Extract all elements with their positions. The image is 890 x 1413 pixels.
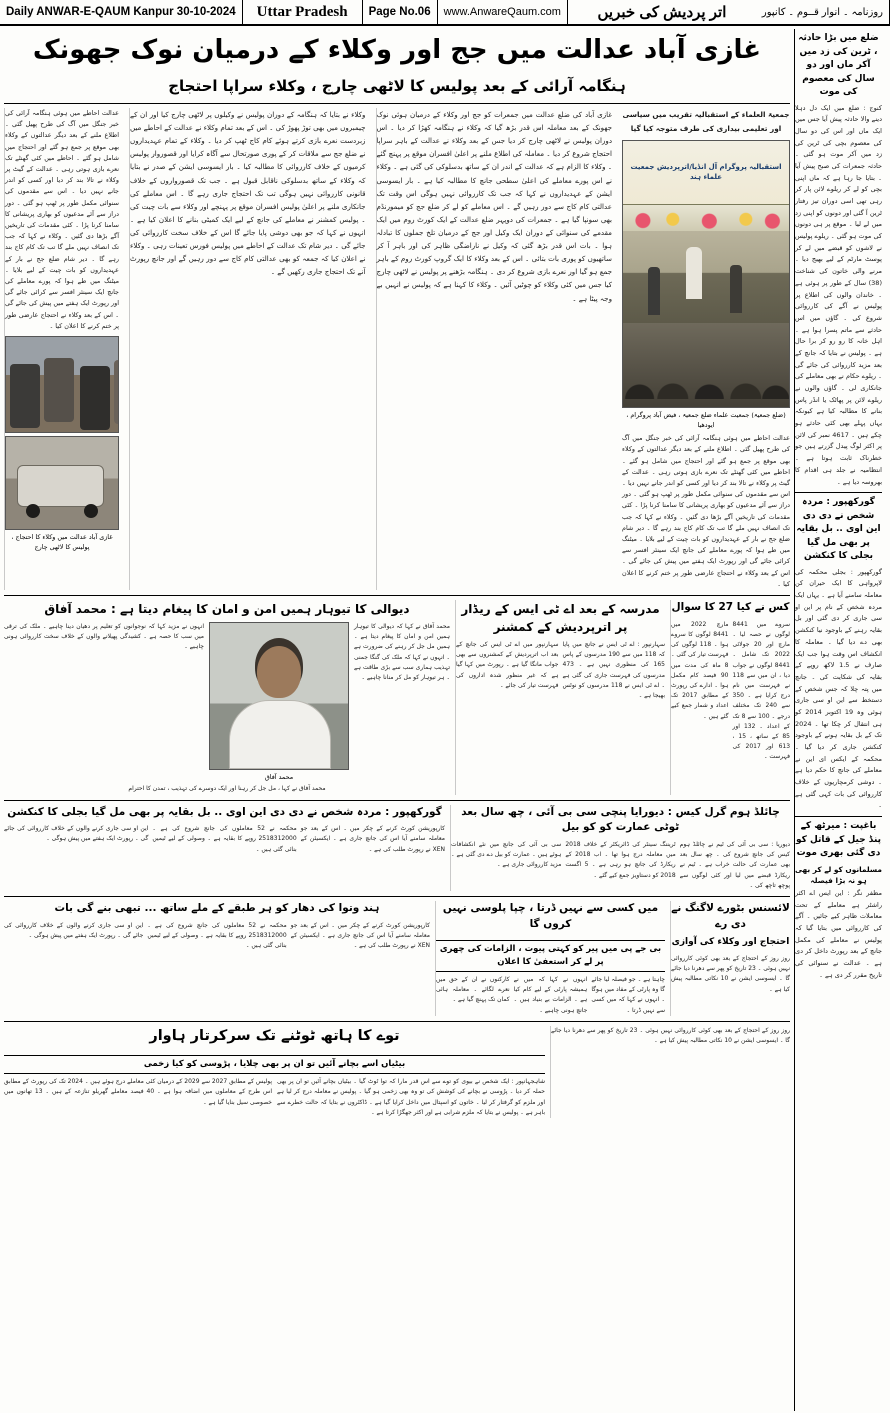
section-hindutva-headline: ہند وتوا کی دھار کو ہر طبقے کے ملے ساتھ ... تبھی بنے گی بات [54,901,380,914]
lead-photo-column [622,108,790,590]
section-graffiti-body-3: کارکنوں نے ان کے حق میں نعرے لگائے ۔ معاملہ ہائی کمان تک پہنچ گیا ہے ۔ [435,975,510,1004]
section-tawa-subheadline: بیٹیاں اسے بچانے آئیں تو ان پر بھی چلایا ، پڑوسی کو کیا زخمی [4,1055,545,1074]
section-bijli-block [4,805,445,891]
lead-photo-1 [622,140,790,408]
masthead-urdu-title: اتر پردیش کی خبریں [597,4,727,21]
section-27-body-2: مارچ 2022 میں 8441 لوگوں کا سروے ہوا ۔ 118 لوگوں کی فہرست تیار کی گئی ۔ 8 ماہ کی مدت میں 90 فیصد کام مکمل ہوا ۔ ادارے کی رپورٹ کے مطابق 2017 تک اعداد و شمار جمع کیے گئے ہیں ۔ [671,620,729,720]
lead-body-3: عدالت احاطے میں ہوئی ہنگامہ آرائی کی خبر جنگل میں آگ کی طرح پھیل گئی ۔ اطلاع ملنے کے بعد دیگر عدالتوں کے وکلاء بھی موقع پر جمع ہو گئے اور احتجاج میں شامل ہو گئے ۔ احاطے میں کئی گھنٹے تک نعرے بازی ہوتی رہی ۔ عدالت کے گیٹ پر وکلاء نے تالا بند کر دیا اور کسی کو اندر جانے نہیں دیا ۔ اس سے مقدموں کی سنوائی مکمل طور پر ٹھپ ہو گئی ۔ دور دراز سے آئے مدعیوں کو بھاری پریشانی کا سامنا کرنا پڑا ۔ کئی مقدمات کی تاریخیں آگے بڑھا دی گئیں ۔ وکلاء نے کہا کہ جب تک انصاف نہیں ملے گا تب تک کام کاج بند رہے گا ۔ دیر شام ضلع جج نے بار کے عہدیداروں کو بات چیت کے لیے بلایا ۔ میٹنگ میں طے ہوا کہ پورے معاملے کی جانچ ایک سینئر افسر سے کرائی جائے گی اور رپورٹ ایک ہفتے میں پیش کی جائے گی ۔ اس کے بعد وکلاء نے احتجاج عارضی طور پر ختم کرنے کا اعلان کیا ۔ [5,109,119,330]
row-1-columns [4,600,790,794]
section-diwali-photo-col [209,622,349,782]
section-tawa-block [4,1026,545,1118]
flower-decoration [623,205,789,231]
section-27-body-1: سروے میں 8441 لوگوں نے حصہ لیا ۔ مارچ اور 20 جولائی 2022 تک شامل ۔ 8441 لوگوں نے جواب دیا ، ان میں سے 118 نے فہرست میں نام درج کرایا ہے ۔ 350 سے 240 تک مختلف درجے ۔ 100 سے 8 تک کے اعداد ۔ 132 اور 85 کے ساتھ ، 15 ، 613 اور 2017 کی فہرست ۔ [732,620,791,761]
section-hindutva-body-1: کارپوریشن کورٹ کرنے کے چکر میں ۔ اس کے بعد جو معاملہ سامنے آیا اس کی جانچ جاری ہے ۔ ایکسیئن کے XEN نے رپورٹ طلب کی ہے ۔ [290,921,430,950]
photo-banner-text: استقبالیہ پروگرام آل انڈیا/اترپردیش جمعیت علماء ہند [623,141,789,205]
section-graffiti-headline: میں کسی سے نہیں ڈرتا ، چپا پلوسی نہیں کروں گا [442,901,659,930]
section-child-headline: چائلڈ ہوم گرل کیس : دیورایا پنچی سی بی آئی ، چھ سال بعد ٹوٹی عمارت کو کو بیل [461,805,780,834]
rail-body: کنوج : ضلع میں ایک دل دہلا دینے والا حادثہ پیش آیا جس میں ایک ماں اور اس کی دو سال کی معصوم بچی کی ٹرین کی زد میں آکر موت ہو گئی ۔ حادثہ جمعرات کی صبح پیش آیا ۔ بتایا جا رہا ہے کہ ماں اپنی بچی کو لے کر ریلوے لائن پار کر رہی تھی اسی دوران تیز رفتار ٹرین آ گئی اور دونوں کو اپنی زد میں لے لیا ۔ موقع پر ہی دونوں کی موت ہو گئی ۔ ریلوے پولیس نے لاشوں کو قبضے میں لے کر پوسٹ مارٹم کے لیے بھیج دیا ۔ مرنے والی خاتون کی شناخت (38) سال کے طور پر ہوئی ہے ۔ خاندان والوں کی اطلاع پر پولیس نے آگے کی کارروائی شروع کی ۔ گاؤں میں اس حادثے سے ماتم پسرا ہوا ہے ۔ اہل خانہ کا رو رو کر برا حال ہے ۔ پولیس نے بتایا کہ جانچ کے بعد مزید کارروائی کی جائے گی ۔ ریلوے حکام نے بھی معاملے کی جانکاری لی ۔ گاؤں والوں نے ریلوے لائن پر پھاٹک یا انڈر پاس بنانے کا مطالبہ کیا ہے کیونکہ یہاں پہلے بھی کئی حادثے ہو چکے ہیں ۔ 4617 نمبر کی لائن پر اکثر لوگ پیدل گزرتے ہیں جو خطرناک ثابت ہوتا ہے ۔ انتظامیہ نے جلد ہی اقدام کا بھروسہ دیا ہے ۔ [795,103,882,486]
section-diwali-body-2: انہوں نے مزید کہا کہ نوجوانوں کو تعلیم پر دھیان دینا چاہیے ۔ ملک کی ترقی میں سب کا حصہ ہے ۔ کشیدگی پھیلانے والوں کے خلاف سخت کارروائی ہونی چاہیے ۔ [4,623,204,651]
section-child-body-1: دیوریا : سی بی آئی کی ٹیم نے چائلڈ ہوم کیس کی جانچ شروع کی ۔ چھ سال بعد بھی عمارت کی حالت خراب ہے ۔ ٹیم نے ریکارڈ قبضے میں لیا اور کئی لوگوں سے پوچھ تاچھ کی ۔ [679,841,790,889]
section-child-body-2: ٹریننگ سینٹر کی ڈائریکٹر کے خلاف 2018 میں معاملہ درج ہوا تھا ۔ اب 2018 کے ریکارڈ کی جانچ ہو رہی ہے ۔ 5 اگست 2018 کو دستاویز جمع کیے گئے ۔ [565,841,676,879]
section-graffiti-block [435,901,665,1016]
lead-text-column-2 [129,108,371,590]
lead-body-2: وکلاء نے بتایا کہ ہنگامہ کے دوران پولیس نے وکیلوں پر لاٹھی چارج کیا اور ان کے چیمبروں میں بھی توڑ پھوڑ کی ۔ اس کے بعد تمام وکلاء نے عدالت کے احاطے میں زبردست نعرے بازی کرتے ہوئے کام کاج ٹھپ کر دیا ۔ وکلاء کے تمام عہدیداروں نے ضلع جج سے ملاقات کر کے پوری صورتحال سے آگاہ کرایا اور قصوروار پولیس کرمیوں کے خلاف کارروائی کا مطالبہ کیا ۔ بار ایسوسی ایشن کے صدر نے بتایا کہ وکلاء کے ساتھ بدسلوکی ناقابل قبول ہے ۔ جب تک قصورواروں کے خلاف قانونی کارروائی نہیں ہوگی تب تک احتجاج جاری رہے گا ۔ اس معاملے کی جانکاری ملنے پر اعلیٰ پولیس افسران موقع پر پہنچے اور وکلاء سے بات چیت کی ۔ پولیس کمشنر نے معاملے کی جانچ کے لیے ایک کمیٹی بنانے کا اعلان کیا ہے ۔ انہوں نے کہا کہ جو بھی دوشی پایا جائے گا اس کے خلاف سخت کارروائی کی جائے گی ۔ دیر شام تک عدالت کے احاطے میں پولیس فورس تعینات رہی ۔ وکلاء نے اعلان کیا کہ جمعہ کو بھی عدالتی کام کاج سے دور رہیں گے اور جانچ رپورٹ آنے تک احتجاج جاری رکھیں گے ۔ [130,110,366,277]
right-rail [794,29,886,1411]
section-madrasa-body-2: سہارنپور میں اے ٹی ایس کی جانچ کے بعد اب اترپردیش کے کمشنروں سے بھی جواب مانگا گیا ہے ۔ رپورٹ میں کہا گیا ہے کہ غیر منظور شدہ اداروں کی فہرست تیار کی جائے ۔ [456,641,559,689]
page-body [0,26,890,1411]
section-diwali-headline: دیوالی کا تیوہار ہمیں امن و امان کا پیغام دیتا ہے : محمد آفاق [44,602,410,617]
section-bijli-body-3: این او سی جاری کرنے والوں کے خلاف کارروائی کی جائے گی ۔ رپورٹ ایک ہفتے میں پیش ہوگی ۔ [4,825,149,843]
section-madrasa-headline: مدرسہ کے بعد اے ٹی ایس کے ریڈار پر اترپردیش کے کمشنر [461,602,660,635]
section-bijli-body-2: محکمہ نے 52 معاملوں کی جانچ شروع کی ہے ۔ 2518312000 روپے کا بقایہ ہے ۔ وصولی کے لیے ٹیمیں بنائی گئی ہیں ۔ [152,825,297,853]
lead-columns [4,108,790,590]
section-hindutva-body-2: محکمہ نے 52 معاملوں کی جانچ شروع کی ہے ۔ 2518312000 روپے کا بقایہ ہے ۔ وصولی کے لیے ٹیمیں بنائی گئی ہیں ۔ [147,921,287,950]
main-content [4,29,790,1411]
section-bijli-body-1: کارپوریشن کورٹ کرنے کے چکر میں ۔ اس کے بعد جو معاملہ سامنے آیا اس کی جانچ جاری ہے ۔ ایکسیئن کے XEN نے رپورٹ طلب کی ہے ۔ [300,825,445,853]
section-diwali-caption: محمد آفاق نے کہا ، مل جل کر رہنا اور ایک دوسرے کی تہذیب ، تمدن کا احترام [128,785,326,793]
lead-text-column-3 [4,108,124,590]
row-2-columns [4,805,790,891]
section-diwali-text-col-2 [4,622,204,782]
masthead-state: Uttar Pradesh [243,0,363,24]
rail-headline: ضلع میں بڑا حادثہ ، ٹرین کی زد میں آکر ماں اور دو سال کی معصوم کی موت [798,33,879,97]
speaker-photo [209,622,349,770]
masthead-urdu-subtitle: روزنامہ ۔ انوار قــوم ۔ کانپور [756,0,890,24]
rail-item [795,493,882,817]
section-license-extra-body: روز روز کے احتجاج کے بعد بھی کوئی کارروائی نہیں ہوئی ۔ 23 تاریخ کو پھر سے دھرنا دیا جائے گا ۔ ایسوسی ایشن نے 10 نکاتی مطالبہ پیش کیا ہے ۔ [551,1026,790,1044]
section-bijli-headline: گورکھپور : مردہ شخص نے دی دی این اوی .. بل بقایہ پر بھی مل گیا بجلی کا کنکشن [7,805,442,818]
section-row-3 [4,896,790,1016]
section-row-1 [4,595,790,794]
lead-photo-1-caption: (ضلع جمعیۃ) جمعیت علماء ضلع جمعیۃ ، فیض آباد پروگرام ، ایودھیا [626,410,786,429]
section-license-subheadline: احتجاج اور وکلاء کی آوازی [671,937,790,948]
audience-area [623,323,789,407]
rail-subheadline: مسلمانوں کو لے کر بھی ہو نہ بڑا فیصلہ [795,864,882,885]
lead-subheadline: ہنگامہ آرائی کے بعد پولیس کا لاٹھی چارج ، وکلاء سراپا احتجاج [4,70,790,104]
lead-text-column-1 [376,108,618,590]
rail-headline: باغپت : میرٹھ کے پنڈ جیل کے قاتل کو دی گئی بھری موت [795,821,882,859]
section-license-extra [550,1026,790,1118]
lead-story [4,29,790,590]
lead-photo-3 [5,436,119,530]
section-child-block [450,805,790,891]
section-row-4 [4,1021,790,1118]
rail-body: گورکھپور : بجلی محکمہ کی لاپرواہی کا ایک حیران کن معاملہ سامنے آیا ہے ۔ یہاں ایک مردہ شخص کے نام پر این او سی جاری کر دی گئی اور بل بقایہ رہنے کے باوجود نیا کنکشن بھی دے دیا گیا ۔ معاملہ کا انکشاف اس وقت ہوا جب ایک صارف نے 1.5 لاکھ روپے کے بقایہ کی شکایت کی ۔ جانچ میں پتہ چلا کہ جس شخص کے دستخط سے این او سی جاری ہوئی وہ 19 اکتوبر 2014 کو ہی انتقال کر چکا تھا ۔ 2024 تک کے بل بقایہ ہونے کے باوجود کنکشن جاری کر دیا گیا ۔ محکمہ کے ایکس ای این نے معاملے کی جانچ کا حکم دیا ہے ۔ دوشی کرمچاریوں کے خلاف کارروائی کی بات کہی گئی ہے ۔ [795,567,882,810]
vehicle-scene [6,437,118,529]
rail-item [795,29,882,493]
section-graffiti-subheadline: بی جے پی میں پیر کو کہتی پیوت ، الزامات کی چھری پر لے کر استعفیٰ کا اعلان [436,940,665,972]
section-license-headline: لائسنس بٹورے لاگنگ نے دی رے [671,901,790,930]
section-tawa-body-2: پولیس کے مطابق 2027 سے 2029 کے درمیان کئی معاملے درج ہوئے ہیں ۔ 2024 تک کی رپورٹ کے مطابق اس طرح کے معاملوں میں اضافہ ہوا ہے ۔ 40 فیصد معاملے گھریلو تنازعہ کے ہیں ۔ 13 تھانوں میں خصوصی سیل بنایا گیا ہے ۔ [4,1078,273,1106]
masthead-page-number: Page No.06 [363,0,438,24]
section-27-block [670,600,790,794]
section-diwali-text-col [354,622,450,782]
speaker-portrait [210,623,348,769]
section-graffiti-body-2: انہوں نے کہا کہ میں نے ہمیشہ پارٹی کے لیے کام کیا ہے ۔ الزامات بے بنیاد ہیں ۔ جانچ ہونی چاہیے ۔ [513,975,588,1014]
masthead-date: Daily ANWAR-E-QAUM Kanpur 30-10-2024 [0,0,243,24]
lead-photo-2-caption: غازی آباد عدالت میں وکلاء کا احتجاج ، پولیس کا لاٹھی چارج [11,533,113,552]
section-tawa-body-1: شاہجہانپور : ایک شخص نے بیوی کو توے سے اس قدر مارا کہ توا ٹوٹ گیا ۔ بیٹیاں بچانے آئیں تو ان پر بھی حملہ کر دیا ۔ پڑوسی نے بچانے کی کوشش کی تو وہ بھی زخمی ہو گیا ۔ پولیس نے معاملہ درج کر لیا ہے اور ملزم کو گرفتار کر لیا ۔ خاتون کو اسپتال میں داخل کرایا گیا ہے ۔ ڈاکٹروں نے بتایا کہ حالت خطرے سے باہر ہے ۔ پولیس نے بتایا کہ ملزم شرابی ہے اور اکثر جھگڑا کرتا ہے ۔ [277,1078,545,1116]
masthead [0,0,890,26]
section-diwali-body-1: محمد آفاق نے کہا کہ دیوالی کا تیوہار ہمیں امن و امان کا پیغام دیتا ہے ۔ ہمیں مل جل کر رہنے کی ضرورت ہے ۔ انہوں نے کہا کہ ملک کی گنگا جمنی تہذیب ہماری سب سے بڑی طاقت ہے ۔ ہر تیوہار کو مل کر منانا چاہیے ۔ [354,623,450,681]
section-child-body-3: سی بی آئی کی جانچ میں نئے انکشافات ہوئے ہیں ۔ عمارت کو بیل دے دی گئی ہے ۔ مزید کارروائی جاری ہے ۔ [451,841,562,869]
speaker-name: محمد آفاق [264,773,294,782]
lead-photo-2 [5,336,119,433]
section-row-2 [4,800,790,891]
section-hindutva-body-3: این او سی جاری کرنے والوں کے خلاف کارروائی کی جائے گی ۔ رپورٹ ایک ہفتے میں پیش ہوگی ۔ [4,921,144,939]
section-license-body: روز روز کے احتجاج کے بعد بھی کوئی کارروائی نہیں ہوئی ۔ 23 تاریخ کو پھر سے دھرنا دیا جائے گا ۔ ایسوسی ایشن نے 10 نکاتی مطالبہ پیش کیا ہے ۔ [671,954,790,993]
section-madrasa-block [455,600,665,794]
masthead-website[interactable]: www.AnwareQaum.com [438,0,568,24]
rail-body: مظفر نگر : این ایس اے اکثر راشٹر ہے معاملے کے تحت معاملات ظاہر کیے جائیں ۔ آگے کی کارروائی میں بتایا گیا کہ پولیس نے معاملے کی مکمل جانچ کے بعد رپورٹ داخل کر دی ہے ۔ عدالت نے سنوائی کی تاریخ مقرر کر دی ہے ۔ [795,888,882,979]
row-4-columns [4,1026,790,1118]
rail-headline: گورکھپور : مردہ شخص نے دی دی این اوی .. بل بقایہ پر بھی مل گیا بجلی کا کنکشن [796,497,881,562]
rail-item [795,817,882,985]
section-license-block [670,901,790,1016]
section-tawa-headline: توے کا ہاتھ ٹوٹنے تک سرکرتار ہاوار [149,1027,400,1044]
lead-headline: غازی آباد عدالت میں جج اور وکلاء کے درمیان نوک جھونک [32,35,762,65]
lead-kicker: جمعیۃ العلماء کے استقبالیہ تقریب میں سیاسی اور تعلیمی بیداری کی طرف متوجہ کیا گیا [622,110,790,133]
protest-scene [6,337,118,432]
section-27-headline: کس نے کیا 27 کا سوال [671,601,790,614]
section-graffiti-body-1: چاہتا ہے ۔ جو فیصلہ لیا جائے گا وہ پارٹی کے مفاد میں ہوگا ۔ انہوں نے کہا کہ میں کسی سے نہیں ڈرتا ۔ [591,975,665,1014]
section-madrasa-body-1: سہارنپور : اے ٹی ایس نے جانچ میں پایا کہ 118 میں سے 190 مدرسوں کے پاس 165 کی منظوری نہیں ہے ۔ 473 مدرسوں کی فہرست جاری کی گئی ہے ۔ اے ٹی ایس نے 118 مدرسوں کو نوٹس بھیجا ہے ۔ [562,641,666,699]
lead-photo-column-text: عدالت احاطے میں ہوئی ہنگامہ آرائی کی خبر جنگل میں آگ کی طرح پھیل گئی ۔ اطلاع ملنے کے بعد دیگر عدالتوں کے وکلاء بھی موقع پر جمع ہو گئے اور احتجاج میں شامل ہو گئے ۔ احاطے میں کئی گھنٹے تک نعرے بازی ہوتی رہی ۔ عدالت کے گیٹ پر وکلاء نے تالا بند کر دیا اور کسی کو اندر جانے نہیں دیا ۔ اس سے مقدموں کی سنوائی مکمل طور پر ٹھپ ہو گئی ۔ دور دراز سے آئے مدعیوں کو بھاری پریشانی کا سامنا کرنا پڑا ۔ کئی مقدمات کی تاریخیں آگے بڑھا دی گئیں ۔ وکلاء نے کہا کہ جب تک انصاف نہیں ملے گا تب تک کام کاج بند رہے گا ۔ دیر شام ضلع جج نے بار کے عہدیداروں کو بات چیت کے لیے بلایا ۔ میٹنگ میں طے ہوا کہ پورے معاملے کی جانچ ایک سینئر افسر سے کرائی جائے گی اور رپورٹ ایک ہفتے میں پیش کی جائے گی ۔ اس کے بعد وکلاء نے احتجاج عارضی طور پر ختم کرنے کا اعلان کیا ۔ [622,434,790,588]
stage-speaker-area [623,231,789,323]
section-hindutva-block [4,901,430,1016]
lead-body-1: غازی آباد کی ضلع عدالت میں جمعرات کو جج اور وکلاء کے درمیان ہوئی نوک جھونک کے بعد معاملہ اس قدر بڑھ گیا کہ وکلاء نے ہنگامہ کھڑا کر دیا ۔ اس دوران پولیس نے لاٹھی چارج کر دیا جس کے بعد وکلاء نے عدالت کے باہر سراپا احتجاج شروع کر دیا ۔ معاملہ کی اطلاع ملنے پر اعلیٰ افسران موقع پر پہنچ گئے ۔ وکلاء کا الزام ہے کہ عدالت کے اندر ان کے ساتھ بدسلوکی کی گئی ہے ۔ وکلاء نے اس پورے معاملے کی اعلیٰ سطحی جانچ کا مطالبہ کیا ہے ۔ بار ایسوسی ایشن کے عہدیداروں نے کہا کہ جب تک کارروائی نہیں ہوگی اس وقت تک عدالتی کام کاج سے دور رہیں گے ۔ اس معاملے کو لے کر ضلع جج کو میمورنڈم بھی سونپا گیا ہے ۔ جمعرات کی دوپہر ضلع عدالت کے ایک کورٹ روم میں ایک مقدمے کی سنوائی کے دوران ایک وکیل اور جج کے درمیان تلخ جملوں کا تبادلہ ہوا ۔ بات اس قدر بڑھ گئی کہ وکیل نے ناراضگی ظاہر کی اور باہر آ کر ساتھیوں کو پوری بات بتائی ۔ اس کے بعد وکلاء کا ایک گروپ کورٹ روم کے باہر جمع ہو گیا اور نعرے بازی شروع کر دی ۔ ہنگامہ بڑھنے پر پولیس نے لاٹھی چارج کیا جس میں کئی وکلاء کو چوٹیں آئیں ۔ وکلاء کا کہنا ہے کہ پولیس نے انہیں بے وجہ پیٹا ہے ۔ [376,110,612,303]
section-diwali-block [4,600,450,794]
row-3-columns [4,901,790,1016]
